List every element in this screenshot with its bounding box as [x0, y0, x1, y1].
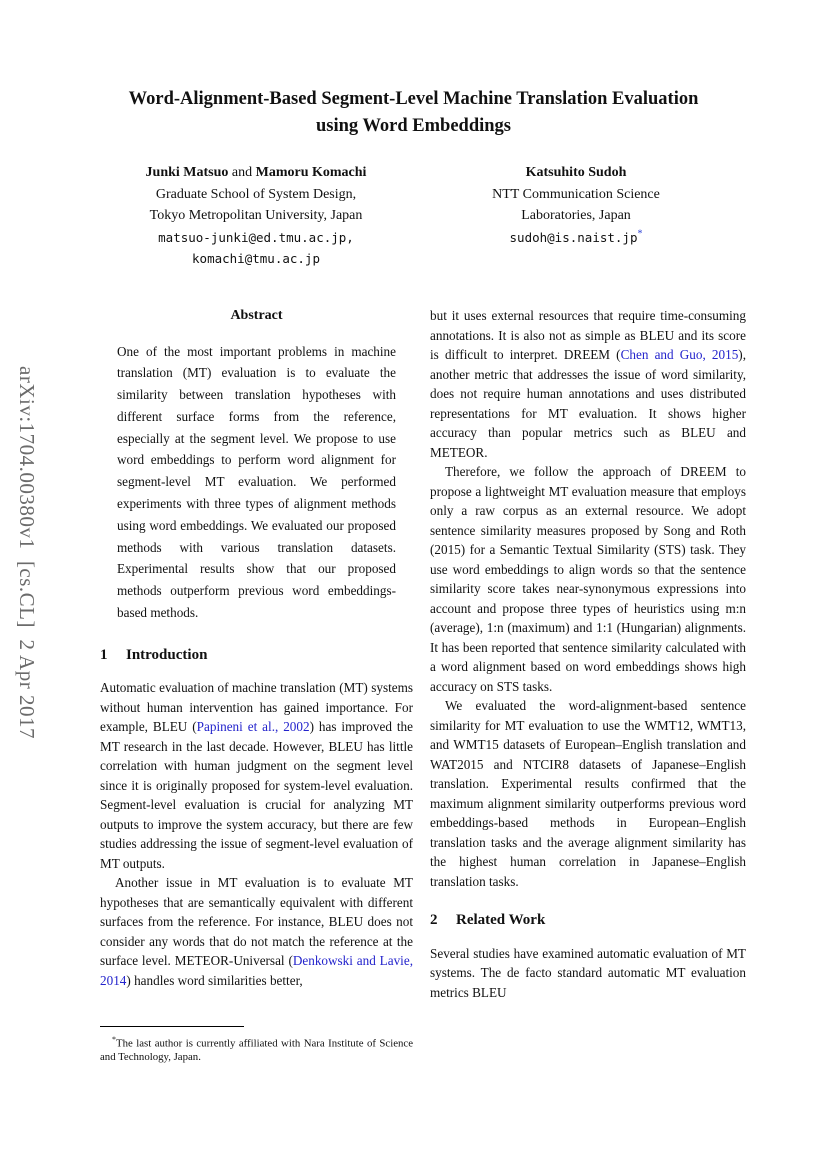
affiliation-line: Graduate School of System Design,: [155, 186, 357, 202]
paper-title-line2: using Word Embeddings: [315, 116, 512, 136]
email-address: sudoh@is.naist.jp: [509, 229, 638, 245]
text-segment: Another issue in MT evaluation is to evaluate MT hypotheses that are semantically equivalent with different surfaces from the reference. For instance, BLEU does not consider any words that do not match the reference at the surface level. METEOR-Universal (: [100, 875, 413, 969]
text-segment: but it uses external resources that require time-consuming annotations. It is also not as simple as BLEU and its score is difficult to interpret. DREEM (: [430, 308, 746, 362]
author-names-left: [95, 162, 417, 184]
text-segment: ) handles word similarities better,: [126, 972, 303, 988]
footnote-rule: [100, 1026, 244, 1027]
footnote-marker: *: [112, 1035, 116, 1044]
footnote-marker-link[interactable]: *: [637, 227, 643, 239]
author-block-left: [95, 162, 417, 270]
section-title: Introduction: [126, 646, 208, 663]
body-paragraph-evaluation: We evaluated the word-alignment-based sentence similarity for MT evaluation to use the WMT12, WMT13, and WMT15 datasets of European–English translation and WAT2015 and NTCIR8 datasets of Japanese–English translation. Experimental results confirmed that the maximum alignment similarity outperforms previous word embeddings-based methods in European–English translation tasks and the average alignment similarity has the highest human correlation in Japanese–English translation tasks.: [430, 698, 746, 889]
section-number: 1: [100, 646, 108, 663]
email-address: komachi@tmu.ac.jp: [192, 251, 320, 266]
citation-chen-guo-2015[interactable]: Chen and Guo, 2015: [620, 347, 739, 362]
left-column: [100, 306, 413, 1020]
paper-title-line1: Word-Alignment-Based Segment-Level Machine Translation Evaluation: [128, 89, 699, 109]
email-line: [432, 227, 720, 250]
text-segment: Automatic evaluation of machine translation (MT) systems without human intervention has gained importance. For example, BLEU (: [100, 680, 413, 735]
and-word: and: [231, 165, 253, 180]
abstract-text: One of the most important problems in machine translation (MT) evaluation is to evaluate the similarity between translation hypotheses with different surface forms from the reference, especially at the segment level. We propose to use word embeddings to perform word alignment for segment-level MT evaluation. We performed experiments with three types of alignment methods using word embeddings. We evaluated our proposed methods with various translation datasets. Experimental results show that our proposed methods outperform previous word embeddings-based methods.: [117, 343, 396, 621]
affiliation-line: Tokyo Metropolitan University, Japan: [149, 208, 363, 223]
text-segment: ), another metric that addresses the issue of word similarity, does not require human annotations and uses distributed representations for MT evaluation. It shows higher accuracy than popular metrics such as BLEU and METEOR.: [430, 347, 746, 460]
intro-paragraph-1: [100, 678, 413, 873]
section-title: Related Work: [456, 912, 546, 928]
author-footnote: [100, 1026, 413, 1065]
author-name-mamoru-komachi: Mamoru Komachi: [255, 165, 367, 180]
author-name-katsuhito-sudoh: Katsuhito Sudoh: [525, 165, 627, 180]
citation-papineni-2002[interactable]: Papineni et al., 2002: [196, 719, 310, 735]
email-address: matsuo-junki@ed.tmu.ac.jp,: [158, 229, 354, 245]
affiliation-line: Laboratories, Japan: [521, 208, 631, 223]
right-column: [430, 306, 746, 1070]
related-work-paragraph-1: Several studies have examined automatic evaluation of MT systems. The de facto standard automatic MT evaluation metrics BLEU: [430, 945, 746, 1000]
author-block-right: [432, 162, 720, 249]
footnote-paragraph: [100, 1033, 413, 1065]
body-paragraph-approach: Therefore, we follow the approach of DREEM to propose a lightweight MT evaluation measure that employs only a raw corpus as an external resource. We adopt sentence similarity measures proposed by Song and Roth (2015) for a Semantic Textual Similarity (STS) task. They use word embeddings to align words so that the sentence similarity score takes near-synonymous expressions into account and propose three types of heuristics using m:n (average), 1:n (maximum) and 1:1 (Hungarian) alignments. It has been reported that sentence similarity calculated with a word alignment based on word embeddings shows high accuracy on STS tasks.: [430, 464, 746, 694]
arxiv-watermark: arXiv:1704.00380v1 [cs.CL] 2 Apr 2017: [15, 366, 39, 739]
citation-denkowski-lavie-2014[interactable]: Denkowski and Lavie, 2014: [100, 953, 413, 988]
text-segment: ) has improved the MT research in the last decade. However, BLEU has little correlation with human judgment on the segment level since it is originally proposed for system-level evaluation. Segment-level evaluation is crucial for analyzing MT outputs to improve the system accuracy, but there are few studies addressing the issue of segment-level evaluation of MT outputs.: [100, 719, 413, 871]
author-name-junki-matsuo: Junki Matsuo: [145, 165, 229, 180]
paper-title: [0, 86, 827, 140]
affiliation-line: NTT Communication Science: [492, 186, 660, 202]
body-paragraph-continuation: [430, 306, 746, 462]
abstract-heading: Abstract: [230, 308, 283, 323]
section-heading-introduction: [100, 646, 413, 666]
footnote-text: The last author is currently affiliated with Nara Institute of Science and Technology, Japan.: [100, 1037, 413, 1064]
section-heading-related-work: [430, 911, 746, 931]
intro-paragraph-2: [100, 873, 413, 990]
section-number: 2: [430, 912, 438, 928]
